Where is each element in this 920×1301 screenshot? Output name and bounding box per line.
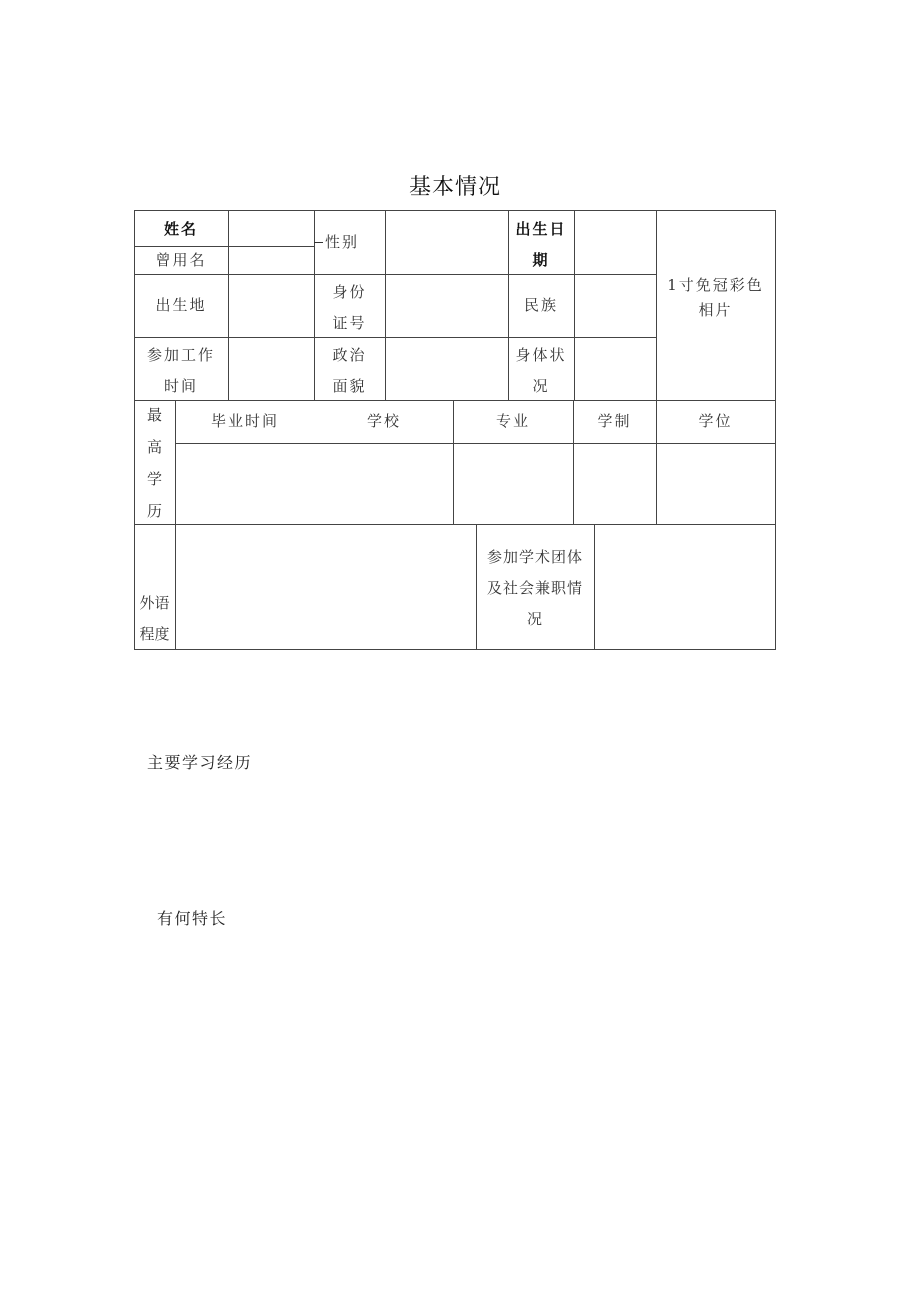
work-start-field[interactable] xyxy=(228,337,314,400)
id-number-field[interactable] xyxy=(385,274,508,337)
page-title: 基本情况 xyxy=(408,175,501,200)
dash-mark xyxy=(314,242,323,243)
former-name-field[interactable] xyxy=(228,246,314,274)
gender-field[interactable] xyxy=(385,210,508,274)
school-header: 学校 xyxy=(366,412,401,430)
foreign-language-label: 外语 程度 xyxy=(139,594,170,643)
program-length-field[interactable] xyxy=(573,443,656,524)
program-length-header: 学制 xyxy=(597,412,632,430)
gender-label: 性别 xyxy=(314,210,385,274)
name-field[interactable] xyxy=(228,210,314,246)
work-start-label: 参加工作 时间 xyxy=(146,345,215,395)
birthplace-label: 出生地 xyxy=(155,296,207,314)
highest-education-label: 最 高 学 历 xyxy=(146,406,162,520)
photo-placeholder: 1寸免冠彩色 相片 xyxy=(667,276,764,319)
academic-societies-field[interactable] xyxy=(594,524,775,649)
degree-field[interactable] xyxy=(656,443,775,524)
study-history-heading: 主要学习经历 xyxy=(147,753,253,772)
health-field[interactable] xyxy=(574,337,656,400)
birth-date-label: 出生日 期 xyxy=(515,220,567,269)
grad-time-header: 毕业时间 xyxy=(210,412,279,430)
birthplace-field[interactable] xyxy=(228,274,314,337)
major-header: 专业 xyxy=(495,412,530,430)
birth-date-field[interactable] xyxy=(574,210,656,274)
table-border-right xyxy=(775,210,776,650)
ethnicity-label: 民族 xyxy=(523,296,558,314)
name-label: 姓名 xyxy=(163,219,198,238)
foreign-language-field[interactable] xyxy=(175,524,476,649)
political-status-label: 政治 面貌 xyxy=(332,345,367,395)
political-status-field[interactable] xyxy=(385,337,508,400)
specialties-heading: 有何特长 xyxy=(157,909,228,928)
ethnicity-field[interactable] xyxy=(574,274,656,337)
former-name-label: 曾用名 xyxy=(155,250,207,269)
academic-societies-label: 参加学术团体 及社会兼职情 况 xyxy=(486,547,583,628)
id-number-label: 身份 证号 xyxy=(332,282,367,332)
major-field[interactable] xyxy=(453,443,573,524)
degree-header: 学位 xyxy=(698,412,733,430)
grad-school-field[interactable] xyxy=(175,443,453,524)
table-border-bottom xyxy=(134,649,776,650)
health-label: 身体状 况 xyxy=(515,345,567,395)
